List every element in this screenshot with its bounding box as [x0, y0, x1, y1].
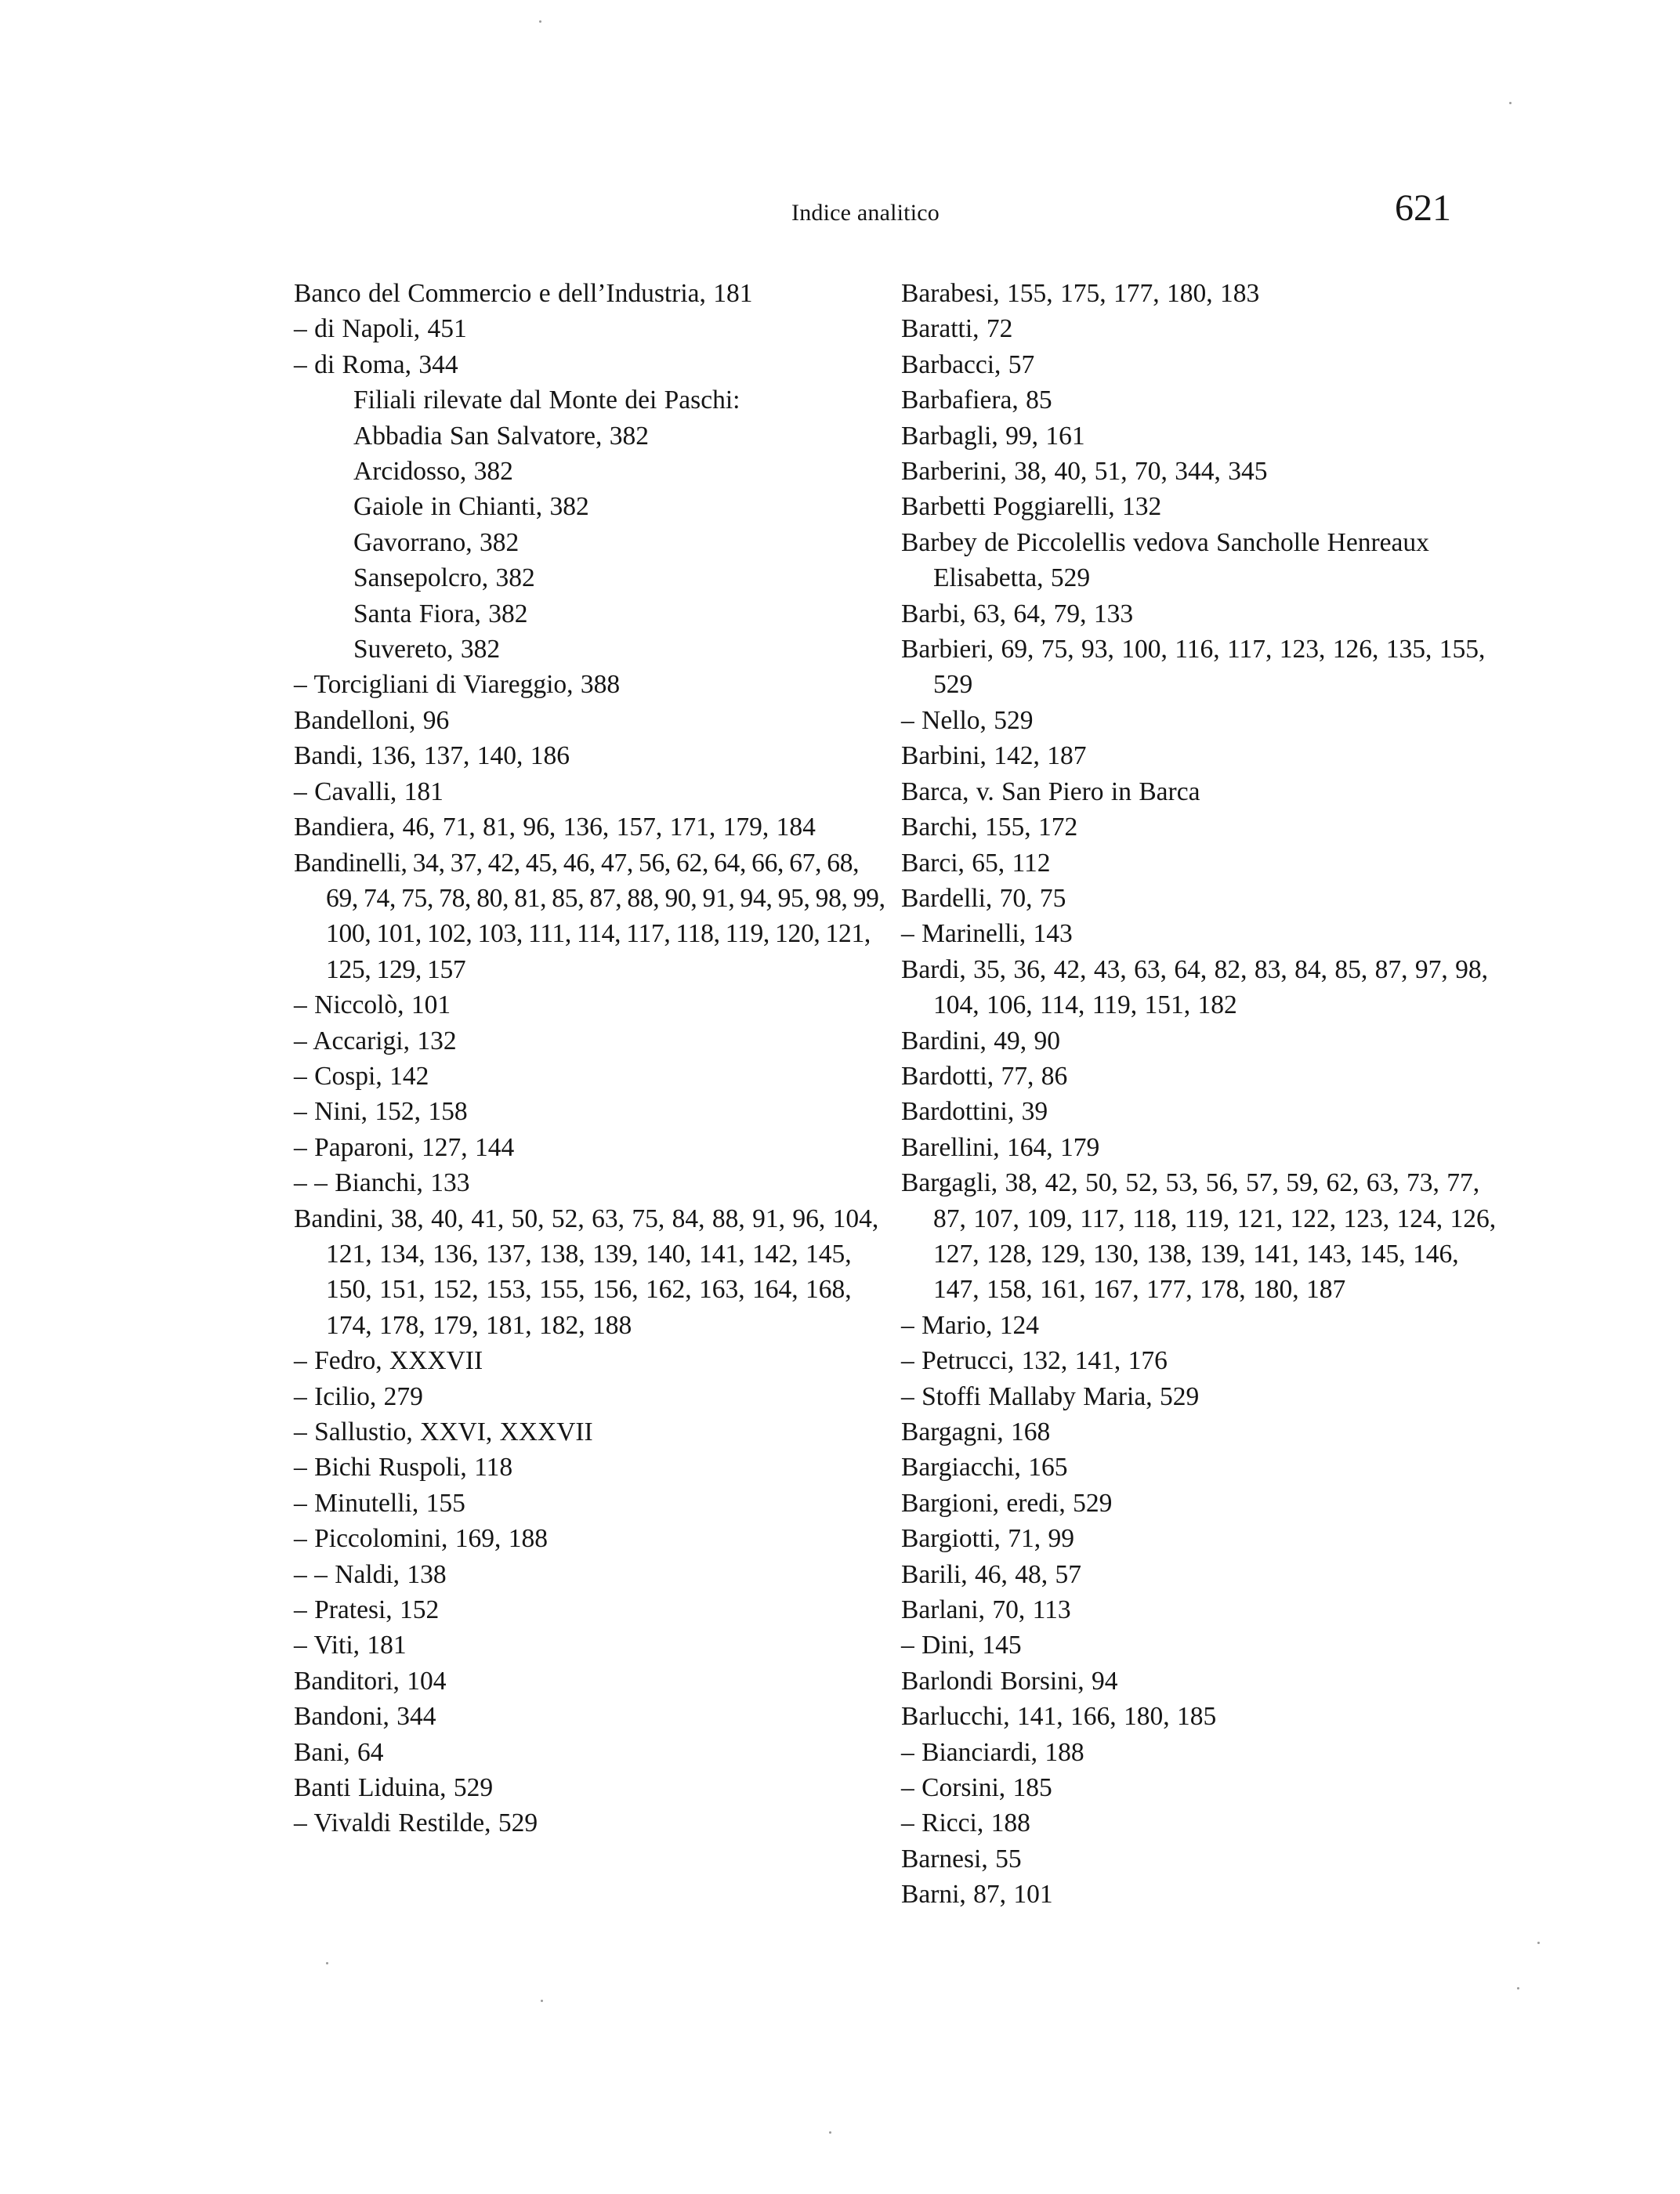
index-entry: Abbadia San Salvatore, 382	[353, 421, 649, 451]
index-entry: – Minutelli, 155	[294, 1488, 465, 1518]
index-entry: – – Naldi, 138	[294, 1559, 447, 1589]
index-entry: – Torcigliani di Viareggio, 388	[294, 670, 621, 700]
index-entry: – Niccolò, 101	[294, 990, 451, 1020]
index-entry: Banti Liduina, 529	[294, 1773, 494, 1803]
index-entry: Barca, v. San Piero in Barca	[901, 777, 1200, 806]
index-entry: Sansepolcro, 382	[353, 563, 535, 593]
index-entry: Suvereto, 382	[353, 635, 501, 664]
index-entry: – Pratesi, 152	[294, 1595, 440, 1625]
index-entry: Bandinelli, 34, 37, 42, 45, 46, 47, 56, 62, 64, 66, 67, 68, 69, 74, 75, 78, 80, 81, 85, 87, 88, 90, 91, 94, 95, 98, 99, 100, 101, 102, 103, 111, 114, 117, 118, 119, 120, 121, 125, 129, 157	[294, 848, 885, 984]
index-entry: Barci, 65, 112	[901, 848, 1051, 878]
index-entry: Banco del Commercio e dell’Industria, 181	[294, 279, 753, 308]
index-entry: Barbetti Poggiarelli, 132	[901, 492, 1162, 522]
index-entry: Barnesi, 55	[901, 1844, 1022, 1874]
index-column-right	[901, 276, 1497, 1913]
index-entry: Bardi, 35, 36, 42, 43, 63, 64, 82, 83, 84, 85, 87, 97, 98, 104, 106, 114, 119, 151, 182	[901, 954, 1489, 1020]
index-entry: – Marinelli, 143	[901, 919, 1073, 949]
index-entry: Barbini, 142, 187	[901, 741, 1087, 771]
index-entry: – Bianciardi, 188	[901, 1737, 1084, 1767]
index-entry: – Stoffi Mallaby Maria, 529	[901, 1381, 1200, 1411]
index-entry: Barbieri, 69, 75, 93, 100, 116, 117, 123, 126, 135, 155, 529	[901, 635, 1486, 700]
index-entry: Barabesi, 155, 175, 177, 180, 183	[901, 279, 1260, 308]
index-entry: Barni, 87, 101	[901, 1880, 1053, 1910]
index-entry: – Nello, 529	[901, 705, 1034, 735]
index-entry: – Piccolomini, 169, 188	[294, 1524, 549, 1554]
index-entry: – Cavalli, 181	[294, 777, 444, 806]
index-entry: Bardotti, 77, 86	[901, 1061, 1068, 1091]
index-entry: Baratti, 72	[901, 314, 1013, 344]
index-entry: Bargioni, eredi, 529	[901, 1488, 1113, 1518]
index-entry: Barlondi Borsini, 94	[901, 1666, 1118, 1696]
running-title: Indice analitico	[791, 200, 940, 226]
index-entry: – – Bianchi, 133	[294, 1168, 470, 1198]
scan-speck	[1537, 1942, 1540, 1944]
index-entry: Barchi, 155, 172	[901, 813, 1078, 842]
index-entry: Barbi, 63, 64, 79, 133	[901, 599, 1134, 628]
running-header	[0, 0, 1680, 251]
index-entry: Gavorrano, 382	[353, 527, 520, 557]
index-entry: Bardini, 49, 90	[901, 1026, 1060, 1055]
index-entry: Barbey de Piccolellis vedova Sancholle Henreaux Elisabetta, 529	[901, 527, 1429, 593]
index-entry: – Ricci, 188	[901, 1808, 1030, 1838]
index-entry: Bandoni, 344	[294, 1702, 436, 1732]
index-entry: Barellini, 164, 179	[901, 1132, 1100, 1162]
index-entry: – Viti, 181	[294, 1631, 407, 1660]
index-entry: Barberini, 38, 40, 51, 70, 344, 345	[901, 457, 1268, 487]
index-entry: Barili, 46, 48, 57	[901, 1559, 1082, 1589]
index-entry: Bandelloni, 96	[294, 705, 450, 735]
index-entry: Barbagli, 99, 161	[901, 421, 1085, 451]
scan-speck	[1517, 1987, 1519, 1989]
scan-speck	[326, 1962, 328, 1964]
index-entry: Bargiotti, 71, 99	[901, 1524, 1074, 1554]
index-entry: Barbafiera, 85	[901, 386, 1052, 415]
index-entry: – di Napoli, 451	[294, 314, 467, 344]
index-entry: Bardelli, 70, 75	[901, 883, 1066, 913]
scan-speck	[539, 20, 541, 23]
index-entry: Barbacci, 57	[901, 349, 1035, 379]
index-entry: – Accarigi, 132	[294, 1026, 457, 1055]
index-entry: Filiali rilevate dal Monte dei Paschi:	[353, 386, 740, 415]
index-entry: Barlani, 70, 113	[901, 1595, 1071, 1625]
index-entry: – Mario, 124	[901, 1310, 1039, 1340]
index-entry: Arcidosso, 382	[353, 457, 513, 487]
index-entry: Bargiacchi, 165	[901, 1453, 1068, 1483]
index-entry: – Cospi, 142	[294, 1061, 429, 1091]
index-entry: Bandini, 38, 40, 41, 50, 52, 63, 75, 84, 88, 91, 96, 104, 121, 134, 136, 137, 138, 139, 140, 141, 142, 145, 150, 151, 152, 153, 155, 156, 162, 163, 164, 168, 174, 178, 179, 181, 182, 188	[294, 1204, 879, 1340]
scan-speck	[541, 2000, 543, 2002]
index-entry: Gaiole in Chianti, 382	[353, 492, 589, 522]
index-entry: Santa Fiora, 382	[353, 599, 528, 628]
scan-speck	[829, 2131, 831, 2134]
page-number: 621	[1395, 187, 1451, 229]
index-entry: – Dini, 145	[901, 1631, 1022, 1660]
index-entry: Barlucchi, 141, 166, 180, 185	[901, 1702, 1217, 1732]
index-entry: – Sallustio, XXVI, XXXVII	[294, 1417, 593, 1446]
index-entry: – Paparoni, 127, 144	[294, 1132, 515, 1162]
index-entry: – Fedro, XXXVII	[294, 1346, 483, 1376]
index-entry: Bandi, 136, 137, 140, 186	[294, 741, 570, 771]
index-entry: Banditori, 104	[294, 1666, 447, 1696]
index-entry: – Bichi Ruspoli, 118	[294, 1453, 513, 1483]
index-entry: – Icilio, 279	[294, 1381, 423, 1411]
index-column-left	[294, 276, 889, 1841]
index-entry: Bargagni, 168	[901, 1417, 1051, 1446]
index-entry: Bani, 64	[294, 1737, 384, 1767]
scan-speck	[1509, 102, 1512, 104]
index-entry: – Vivaldi Restilde, 529	[294, 1808, 538, 1838]
index-entry: – Corsini, 185	[901, 1773, 1052, 1803]
index-entry: Bandiera, 46, 71, 81, 96, 136, 157, 171, 179, 184	[294, 813, 816, 842]
index-entry: – Nini, 152, 158	[294, 1097, 468, 1127]
index-entry: Bardottini, 39	[901, 1097, 1048, 1127]
index-entry: – di Roma, 344	[294, 349, 458, 379]
index-entry: – Petrucci, 132, 141, 176	[901, 1346, 1168, 1376]
index-entry: Bargagli, 38, 42, 50, 52, 53, 56, 57, 59, 62, 63, 73, 77, 87, 107, 109, 117, 118, 119, 121, 122, 123, 124, 126, 127, 128, 129, 130, 138, 139, 141, 143, 145, 146, 147, 158, 161, 167, 177, 178, 180, 187	[901, 1168, 1497, 1305]
